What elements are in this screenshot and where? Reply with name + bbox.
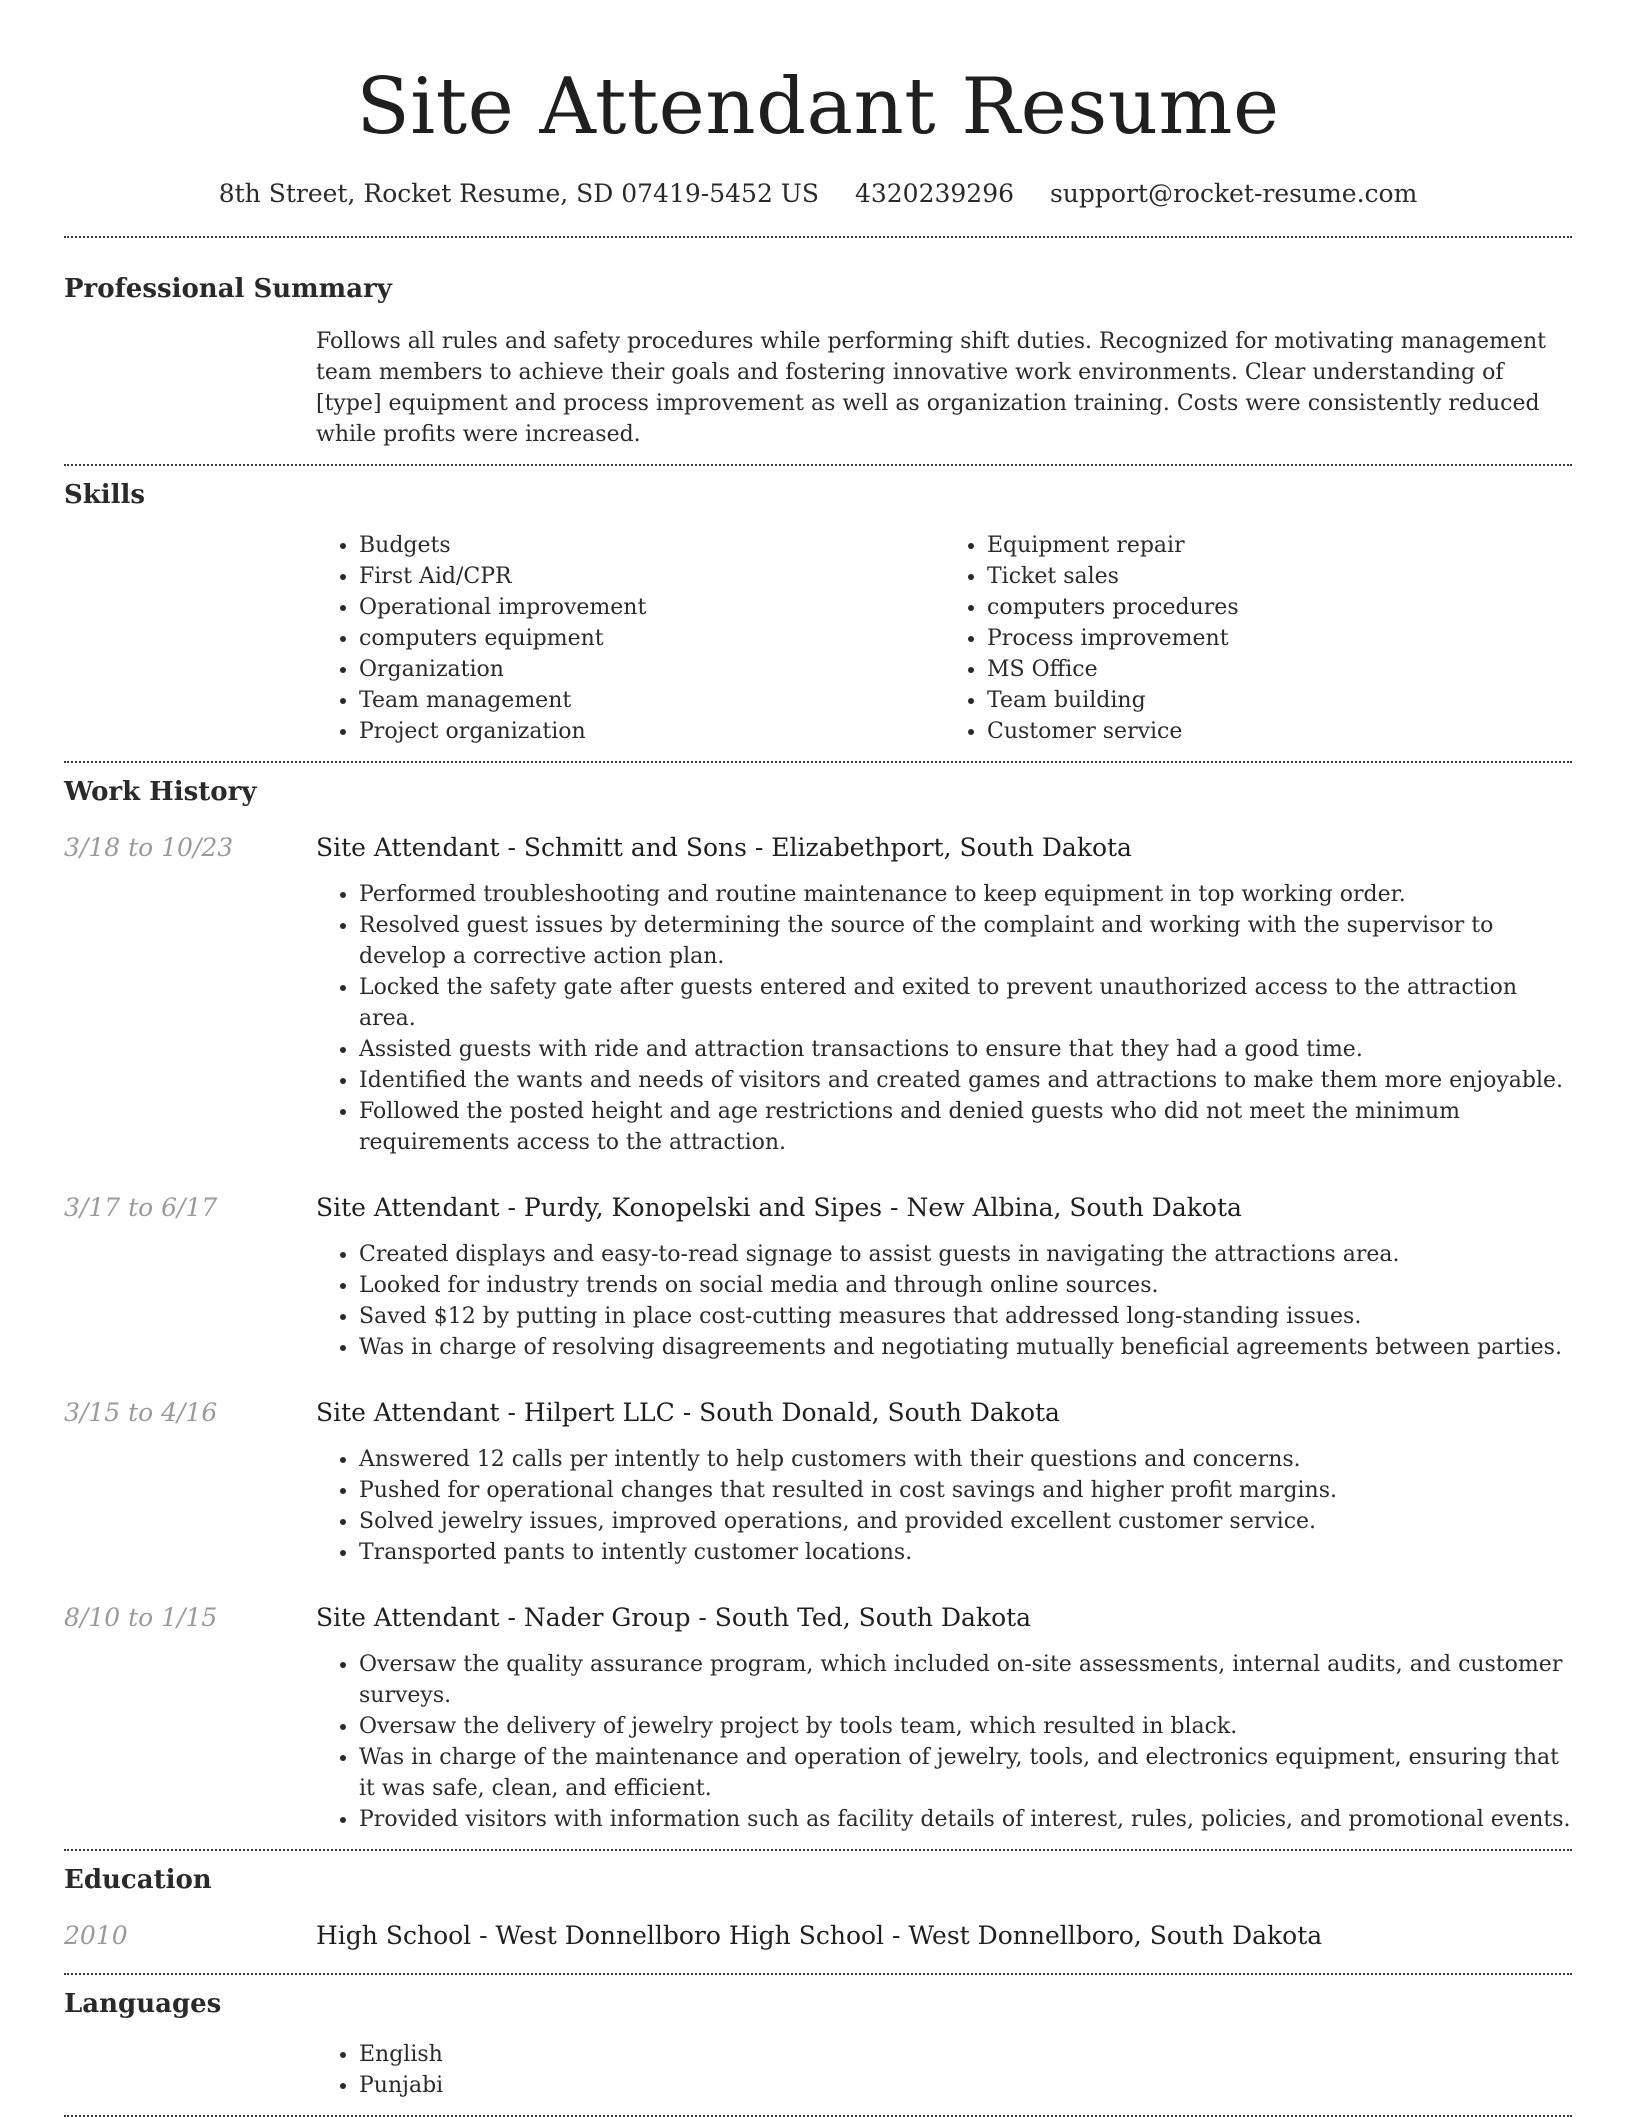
job-bullet: • Created displays and easy-to-read signage to assist guests in navigating the attractions area. — [359, 1239, 1572, 1270]
job-bullet: • Looked for industry trends on social media and through online sources. — [359, 1270, 1572, 1301]
job-date: 3/18 to 10/23 — [64, 833, 234, 862]
summary-heading: Professional Summary — [64, 274, 392, 304]
education-entry-row — [64, 1919, 1572, 1959]
job-bullet: • Performed troubleshooting and routine maintenance to keep equipment in top working order. — [359, 879, 1572, 910]
job-bullet: • Provided visitors with information such as facility details of interest, rules, policies, and promotional events. — [359, 1804, 1572, 1835]
skill-item: • Budgets — [359, 530, 944, 561]
job-title: Site Attendant - Hilpert LLC - South Donald, South Dakota — [316, 1398, 1060, 1427]
work-heading: Work History — [64, 777, 257, 807]
job-bullets — [316, 879, 1572, 1158]
job-date: 3/15 to 4/16 — [64, 1398, 218, 1427]
skills-list-right — [944, 530, 1572, 747]
job-bullets — [316, 1649, 1572, 1835]
work-jobs — [64, 831, 1572, 1835]
job-entry — [64, 1396, 1572, 1568]
job-bullet: • Resolved guest issues by determining the source of the complaint and working with the supervisor to develop a corrective action plan. — [359, 910, 1572, 972]
job-entry — [64, 1601, 1572, 1835]
job-bullet: • Transported pants to intently customer locations. — [359, 1537, 1572, 1568]
job-bullet: • Oversaw the delivery of jewelry project by tools team, which resulted in black. — [359, 1711, 1572, 1742]
skills-section — [64, 466, 1572, 761]
education-heading: Education — [64, 1865, 212, 1895]
contact-email: support@rocket-resume.com — [1049, 179, 1418, 208]
languages-heading: Languages — [64, 1989, 222, 2019]
languages-section — [64, 1975, 1572, 2115]
language-item: • Punjabi — [359, 2070, 1572, 2101]
education-entry: High School - West Donnellboro High School - West Donnellboro, South Dakota — [316, 1921, 1323, 1950]
education-date: 2010 — [64, 1921, 128, 1950]
skill-item: • Operational improvement — [359, 592, 944, 623]
job-bullet: • Locked the safety gate after guests entered and exited to prevent unauthorized access to the attraction area. — [359, 972, 1572, 1034]
summary-text: Follows all rules and safety procedures while performing shift duties. Recognized for motivating management team members to achieve their goals and fostering innovative work environments. Clear understanding of [type] equipment and process improvement as well as organization training. Costs were consistently reduced while profits were increased. — [316, 329, 1546, 447]
job-entry — [64, 831, 1572, 1158]
job-entry — [64, 1191, 1572, 1363]
skill-item: • computers equipment — [359, 623, 944, 654]
job-date: 3/17 to 6/17 — [64, 1193, 218, 1222]
skill-item: • Process improvement — [987, 623, 1572, 654]
skill-item: • Organization — [359, 654, 944, 685]
job-bullet: • Oversaw the quality assurance program, which included on-site assessments, internal audits, and customer surveys. — [359, 1649, 1572, 1711]
resume-page — [64, 0, 1572, 2117]
job-bullet: • Followed the posted height and age restrictions and denied guests who did not meet the minimum requirements access to the attraction. — [359, 1096, 1572, 1158]
languages-content — [316, 2039, 1572, 2101]
skills-heading: Skills — [64, 480, 146, 510]
skills-grid — [316, 530, 1572, 747]
language-item: • English — [359, 2039, 1572, 2070]
skill-item: • Team management — [359, 685, 944, 716]
skill-item: • MS Office — [987, 654, 1572, 685]
job-bullet: • Saved $12 by putting in place cost-cutting measures that addressed long-standing issues. — [359, 1301, 1572, 1332]
education-section — [64, 1851, 1572, 1973]
languages-list — [316, 2039, 1572, 2101]
skill-item: • Equipment repair — [987, 530, 1572, 561]
skill-item: • Team building — [987, 685, 1572, 716]
skill-item: • Project organization — [359, 716, 944, 747]
contact-line — [64, 176, 1572, 212]
job-title: Site Attendant - Nader Group - South Ted, South Dakota — [316, 1603, 1032, 1632]
work-section — [64, 763, 1572, 1849]
job-bullets — [316, 1239, 1572, 1363]
job-bullet: • Pushed for operational changes that resulted in cost savings and higher profit margins. — [359, 1475, 1572, 1506]
skills-list-left — [316, 530, 944, 747]
job-bullet: • Identified the wants and needs of visitors and created games and attractions to make them more enjoyable. — [359, 1065, 1572, 1096]
skill-item: • First Aid/CPR — [359, 561, 944, 592]
contact-phone: 4320239296 — [854, 179, 1015, 208]
job-bullet: • Answered 12 calls per intently to help customers with their questions and concerns. — [359, 1444, 1572, 1475]
job-bullet: • Was in charge of the maintenance and operation of jewelry, tools, and electronics equipment, ensuring that it was safe, clean, and efficient. — [359, 1742, 1572, 1804]
skill-item: • Customer service — [987, 716, 1572, 747]
summary-section — [64, 238, 1572, 464]
job-bullets — [316, 1444, 1572, 1568]
skill-item: • computers procedures — [987, 592, 1572, 623]
job-date: 8/10 to 1/15 — [64, 1603, 218, 1632]
job-title: Site Attendant - Schmitt and Sons - Elizabethport, South Dakota — [316, 833, 1132, 862]
job-bullet: • Solved jewelry issues, improved operations, and provided excellent customer service. — [359, 1506, 1572, 1537]
job-title: Site Attendant - Purdy, Konopelski and Sipes - New Albina, South Dakota — [316, 1193, 1242, 1222]
job-bullet: • Was in charge of resolving disagreements and negotiating mutually beneficial agreements between parties. — [359, 1332, 1572, 1363]
summary-content — [316, 326, 1572, 450]
skill-item: • Ticket sales — [987, 561, 1572, 592]
contact-address: 8th Street, Rocket Resume, SD 07419-5452 US — [218, 179, 819, 208]
page-title: Site Attendant Resume — [356, 62, 1280, 152]
job-bullet: • Assisted guests with ride and attraction transactions to ensure that they had a good time. — [359, 1034, 1572, 1065]
